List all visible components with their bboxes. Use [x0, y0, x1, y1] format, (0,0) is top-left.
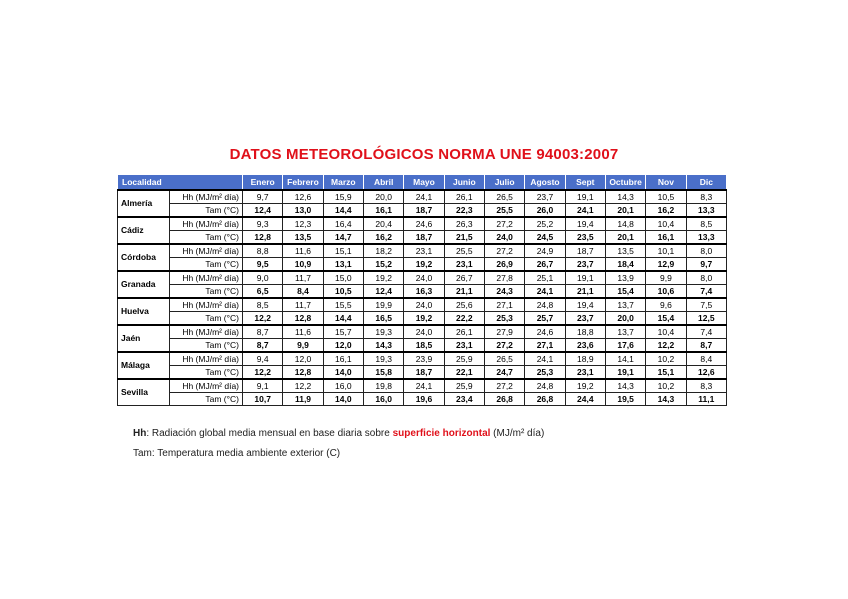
table-cell: 23,5 — [565, 231, 605, 245]
table-cell: 23,1 — [444, 258, 484, 272]
header-month: Julio — [484, 175, 524, 191]
header-locality: Localidad — [118, 175, 243, 191]
table-cell: 18,7 — [404, 204, 444, 218]
legend-h-highlight: superficie horizontal — [392, 428, 491, 439]
table-row — [118, 325, 727, 339]
table-cell: 10,4 — [646, 325, 686, 339]
header-month: Junio — [444, 175, 484, 191]
table-cell: 16,1 — [646, 231, 686, 245]
table-cell: 13,0 — [283, 204, 323, 218]
table-row — [118, 204, 727, 218]
table-cell: 24,0 — [404, 271, 444, 285]
locality-cell: Huelva — [118, 298, 170, 325]
table-cell: 18,8 — [565, 325, 605, 339]
table-cell: 7,5 — [686, 298, 726, 312]
table-cell: 26,0 — [525, 204, 565, 218]
table-cell: 8,7 — [243, 339, 283, 353]
table-cell: 7,4 — [686, 285, 726, 299]
header-month: Agosto — [525, 175, 565, 191]
table-cell: 26,1 — [444, 325, 484, 339]
table-cell: 24,4 — [565, 393, 605, 406]
table-cell: 19,3 — [363, 325, 403, 339]
table-cell: 16,2 — [646, 204, 686, 218]
table-cell: 11,1 — [686, 393, 726, 406]
variable-label-radiation: Hh (MJ/m² día) — [170, 298, 243, 312]
table-cell: 24,0 — [404, 325, 444, 339]
locality-cell: Cádiz — [118, 217, 170, 244]
table-cell: 18,4 — [605, 258, 645, 272]
header-month: Mayo — [404, 175, 444, 191]
table-cell: 8,8 — [243, 244, 283, 258]
table-cell: 19,1 — [565, 190, 605, 204]
table-cell: 17,6 — [605, 339, 645, 353]
table-cell: 11,6 — [283, 244, 323, 258]
table-cell: 18,9 — [565, 352, 605, 366]
variable-label-temperature: Tam (°C) — [170, 393, 243, 406]
table-cell: 15,2 — [363, 258, 403, 272]
variable-label-radiation: Hh (MJ/m² día) — [170, 217, 243, 231]
table-cell: 9,0 — [243, 271, 283, 285]
table-cell: 27,2 — [484, 244, 524, 258]
table-cell: 19,4 — [565, 298, 605, 312]
table-cell: 12,6 — [283, 190, 323, 204]
locality-cell: Jaén — [118, 325, 170, 352]
table-cell: 9,1 — [243, 379, 283, 393]
table-cell: 16,1 — [363, 204, 403, 218]
table-cell: 26,9 — [484, 258, 524, 272]
table-cell: 13,9 — [605, 271, 645, 285]
table-cell: 20,1 — [605, 204, 645, 218]
table-cell: 26,7 — [444, 271, 484, 285]
table-cell: 9,3 — [243, 217, 283, 231]
table-cell: 23,4 — [444, 393, 484, 406]
table-cell: 9,9 — [283, 339, 323, 353]
header-month: Marzo — [323, 175, 363, 191]
table-cell: 8,5 — [243, 298, 283, 312]
table-cell: 12,3 — [283, 217, 323, 231]
table-cell: 9,4 — [243, 352, 283, 366]
variable-label-temperature: Tam (°C) — [170, 312, 243, 326]
table-cell: 24,9 — [525, 244, 565, 258]
locality-cell: Sevilla — [118, 379, 170, 406]
table-cell: 19,2 — [404, 258, 444, 272]
table-cell: 25,5 — [484, 204, 524, 218]
table-cell: 13,3 — [686, 231, 726, 245]
table-cell: 26,8 — [525, 393, 565, 406]
table-cell: 27,8 — [484, 271, 524, 285]
table-cell: 11,7 — [283, 271, 323, 285]
header-month: Sept — [565, 175, 605, 191]
table-cell: 13,7 — [605, 298, 645, 312]
table-cell: 27,2 — [484, 379, 524, 393]
table-cell: 15,1 — [323, 244, 363, 258]
table-cell: 15,7 — [323, 325, 363, 339]
table-cell: 14,0 — [323, 366, 363, 380]
table-cell: 11,9 — [283, 393, 323, 406]
locality-cell: Granada — [118, 271, 170, 298]
table-cell: 24,8 — [525, 379, 565, 393]
table-cell: 15,4 — [646, 312, 686, 326]
table-cell: 11,6 — [283, 325, 323, 339]
table-cell: 9,7 — [243, 190, 283, 204]
table-cell: 8,7 — [243, 325, 283, 339]
table-cell: 19,8 — [363, 379, 403, 393]
table-cell: 19,4 — [565, 217, 605, 231]
table-cell: 15,9 — [323, 190, 363, 204]
table-cell: 27,9 — [484, 325, 524, 339]
table-row — [118, 393, 727, 406]
table-cell: 10,5 — [323, 285, 363, 299]
table-row — [118, 352, 727, 366]
table-cell: 24,6 — [404, 217, 444, 231]
table-cell: 15,5 — [323, 298, 363, 312]
table-cell: 18,7 — [404, 366, 444, 380]
variable-label-temperature: Tam (°C) — [170, 339, 243, 353]
table-cell: 14,4 — [323, 312, 363, 326]
table-row — [118, 312, 727, 326]
table-cell: 10,5 — [646, 190, 686, 204]
table-cell: 13,1 — [323, 258, 363, 272]
variable-label-radiation: Hh (MJ/m² día) — [170, 244, 243, 258]
table-row — [118, 231, 727, 245]
table-row — [118, 339, 727, 353]
header-month: Nov — [646, 175, 686, 191]
header-month: Dic — [686, 175, 726, 191]
variable-label-radiation: Hh (MJ/m² día) — [170, 190, 243, 204]
table-cell: 25,1 — [525, 271, 565, 285]
table-cell: 27,2 — [484, 217, 524, 231]
table-cell: 15,1 — [646, 366, 686, 380]
table-cell: 13,5 — [605, 244, 645, 258]
table-cell: 18,7 — [404, 231, 444, 245]
table-row — [118, 366, 727, 380]
table-cell: 15,8 — [363, 366, 403, 380]
table-cell: 12,8 — [283, 366, 323, 380]
header-month: Febrero — [283, 175, 323, 191]
table-cell: 25,6 — [444, 298, 484, 312]
table-cell: 9,5 — [243, 258, 283, 272]
table-row — [118, 217, 727, 231]
table-cell: 26,1 — [444, 190, 484, 204]
table-cell: 19,3 — [363, 352, 403, 366]
table-cell: 12,9 — [646, 258, 686, 272]
variable-label-temperature: Tam (°C) — [170, 285, 243, 299]
table-cell: 12,2 — [243, 312, 283, 326]
locality-cell: Málaga — [118, 352, 170, 379]
table-row — [118, 244, 727, 258]
table-cell: 16,1 — [323, 352, 363, 366]
table-cell: 20,0 — [605, 312, 645, 326]
table-cell: 8,0 — [686, 244, 726, 258]
table-cell: 12,0 — [283, 352, 323, 366]
meteorological-data-table — [117, 174, 727, 406]
table-cell: 23,7 — [565, 312, 605, 326]
table-cell: 23,7 — [525, 190, 565, 204]
table-cell: 23,9 — [404, 352, 444, 366]
table-cell: 25,9 — [444, 379, 484, 393]
table-cell: 21,1 — [565, 285, 605, 299]
table-cell: 16,5 — [363, 312, 403, 326]
table-cell: 20,0 — [363, 190, 403, 204]
table-cell: 23,1 — [565, 366, 605, 380]
table-cell: 8,3 — [686, 379, 726, 393]
table-cell: 12,2 — [243, 366, 283, 380]
table-cell: 27,2 — [484, 339, 524, 353]
locality-cell: Córdoba — [118, 244, 170, 271]
table-row — [118, 379, 727, 393]
table-cell: 6,5 — [243, 285, 283, 299]
table-cell: 20,1 — [605, 231, 645, 245]
table-header-row — [118, 175, 727, 191]
legend-t-key: Tam — [133, 448, 152, 459]
table-cell: 8,0 — [686, 271, 726, 285]
table-cell: 8,5 — [686, 217, 726, 231]
legend-radiation — [133, 428, 544, 439]
table-cell: 27,1 — [525, 339, 565, 353]
table-cell: 8,3 — [686, 190, 726, 204]
table-cell: 14,7 — [323, 231, 363, 245]
locality-cell: Almería — [118, 190, 170, 217]
table-cell: 26,3 — [444, 217, 484, 231]
table-cell: 18,2 — [363, 244, 403, 258]
table-cell: 24,0 — [404, 298, 444, 312]
table-cell: 7,4 — [686, 325, 726, 339]
table-cell: 8,4 — [283, 285, 323, 299]
table-cell: 12,2 — [283, 379, 323, 393]
table-cell: 18,7 — [565, 244, 605, 258]
table-cell: 22,3 — [444, 204, 484, 218]
variable-label-temperature: Tam (°C) — [170, 258, 243, 272]
table-cell: 12,8 — [283, 312, 323, 326]
table-cell: 19,2 — [565, 379, 605, 393]
table-cell: 12,2 — [646, 339, 686, 353]
table-cell: 20,4 — [363, 217, 403, 231]
table-cell: 14,8 — [605, 217, 645, 231]
table-cell: 8,7 — [686, 339, 726, 353]
table-cell: 25,5 — [444, 244, 484, 258]
table-cell: 19,5 — [605, 393, 645, 406]
legend-t-text: : Temperatura media ambiente exterior (C) — [151, 448, 341, 459]
table-cell: 19,6 — [404, 393, 444, 406]
legend-h-unit: (MJ/m² día) — [490, 428, 545, 439]
table-cell: 12,0 — [323, 339, 363, 353]
table-cell: 11,7 — [283, 298, 323, 312]
table-cell: 24,3 — [484, 285, 524, 299]
table-cell: 23,1 — [404, 244, 444, 258]
table-cell: 19,2 — [363, 271, 403, 285]
table-cell: 24,5 — [525, 231, 565, 245]
table-cell: 24,1 — [404, 379, 444, 393]
variable-label-temperature: Tam (°C) — [170, 231, 243, 245]
variable-label-temperature: Tam (°C) — [170, 366, 243, 380]
table-body — [118, 190, 727, 406]
table-cell: 26,5 — [484, 190, 524, 204]
table-cell: 18,5 — [404, 339, 444, 353]
table-row — [118, 258, 727, 272]
table-cell: 22,1 — [444, 366, 484, 380]
variable-label-radiation: Hh (MJ/m² día) — [170, 379, 243, 393]
table-cell: 14,0 — [323, 393, 363, 406]
table-cell: 25,3 — [525, 366, 565, 380]
table-cell: 13,3 — [686, 204, 726, 218]
variable-label-radiation: Hh (MJ/m² día) — [170, 352, 243, 366]
table-cell: 16,0 — [323, 379, 363, 393]
table-cell: 26,7 — [525, 258, 565, 272]
legend-h-key: Hh — [133, 428, 147, 439]
table-cell: 13,5 — [283, 231, 323, 245]
table-cell: 9,9 — [646, 271, 686, 285]
variable-label-temperature: Tam (°C) — [170, 204, 243, 218]
table-cell: 12,4 — [363, 285, 403, 299]
table-cell: 22,2 — [444, 312, 484, 326]
table-cell: 16,2 — [363, 231, 403, 245]
table-cell: 23,1 — [444, 339, 484, 353]
table-cell: 26,5 — [484, 352, 524, 366]
table-cell: 27,1 — [484, 298, 524, 312]
table-cell: 14,3 — [605, 190, 645, 204]
table-cell: 12,5 — [686, 312, 726, 326]
table-cell: 16,3 — [404, 285, 444, 299]
table-cell: 26,8 — [484, 393, 524, 406]
table-row — [118, 285, 727, 299]
legend-h-text: : Radiación global media mensual en base diaria sobre — [146, 428, 393, 439]
table-row — [118, 298, 727, 312]
table-cell: 19,2 — [404, 312, 444, 326]
table-cell: 12,6 — [686, 366, 726, 380]
header-month: Enero — [243, 175, 283, 191]
table-cell: 14,3 — [646, 393, 686, 406]
header-month: Octubre — [605, 175, 645, 191]
table-cell: 24,1 — [525, 285, 565, 299]
table-cell: 10,7 — [243, 393, 283, 406]
table-cell: 24,1 — [404, 190, 444, 204]
table-cell: 10,2 — [646, 379, 686, 393]
table-cell: 10,6 — [646, 285, 686, 299]
table-cell: 10,2 — [646, 352, 686, 366]
table-cell: 25,2 — [525, 217, 565, 231]
table-cell: 24,6 — [525, 325, 565, 339]
table-cell: 10,9 — [283, 258, 323, 272]
table-cell: 21,5 — [444, 231, 484, 245]
table-cell: 10,4 — [646, 217, 686, 231]
table-cell: 23,6 — [565, 339, 605, 353]
table-cell: 21,1 — [444, 285, 484, 299]
table-cell: 25,9 — [444, 352, 484, 366]
page-title: DATOS METEOROLÓGICOS NORMA UNE 94003:2007 — [229, 146, 619, 163]
table-cell: 15,0 — [323, 271, 363, 285]
table-cell: 16,4 — [323, 217, 363, 231]
table-cell: 14,3 — [605, 379, 645, 393]
table-row — [118, 190, 727, 204]
table-cell: 12,4 — [243, 204, 283, 218]
table-cell: 24,1 — [525, 352, 565, 366]
table-cell: 25,7 — [525, 312, 565, 326]
table-cell: 24,8 — [525, 298, 565, 312]
table-cell: 16,0 — [363, 393, 403, 406]
table-cell: 24,1 — [565, 204, 605, 218]
table-cell: 14,4 — [323, 204, 363, 218]
variable-label-radiation: Hh (MJ/m² día) — [170, 271, 243, 285]
table-row — [118, 271, 727, 285]
table-cell: 10,1 — [646, 244, 686, 258]
table-cell: 19,1 — [565, 271, 605, 285]
table-cell: 23,7 — [565, 258, 605, 272]
table-cell: 19,1 — [605, 366, 645, 380]
table-cell: 15,4 — [605, 285, 645, 299]
table-cell: 25,3 — [484, 312, 524, 326]
table-cell: 24,0 — [484, 231, 524, 245]
table-cell: 8,4 — [686, 352, 726, 366]
table-cell: 9,7 — [686, 258, 726, 272]
variable-label-radiation: Hh (MJ/m² día) — [170, 325, 243, 339]
table-cell: 24,7 — [484, 366, 524, 380]
table-cell: 14,3 — [363, 339, 403, 353]
table-cell: 13,7 — [605, 325, 645, 339]
table-cell: 19,9 — [363, 298, 403, 312]
table-cell: 12,8 — [243, 231, 283, 245]
table-cell: 14,1 — [605, 352, 645, 366]
table-cell: 9,6 — [646, 298, 686, 312]
legend-temperature — [133, 448, 340, 459]
header-month: Abril — [363, 175, 403, 191]
